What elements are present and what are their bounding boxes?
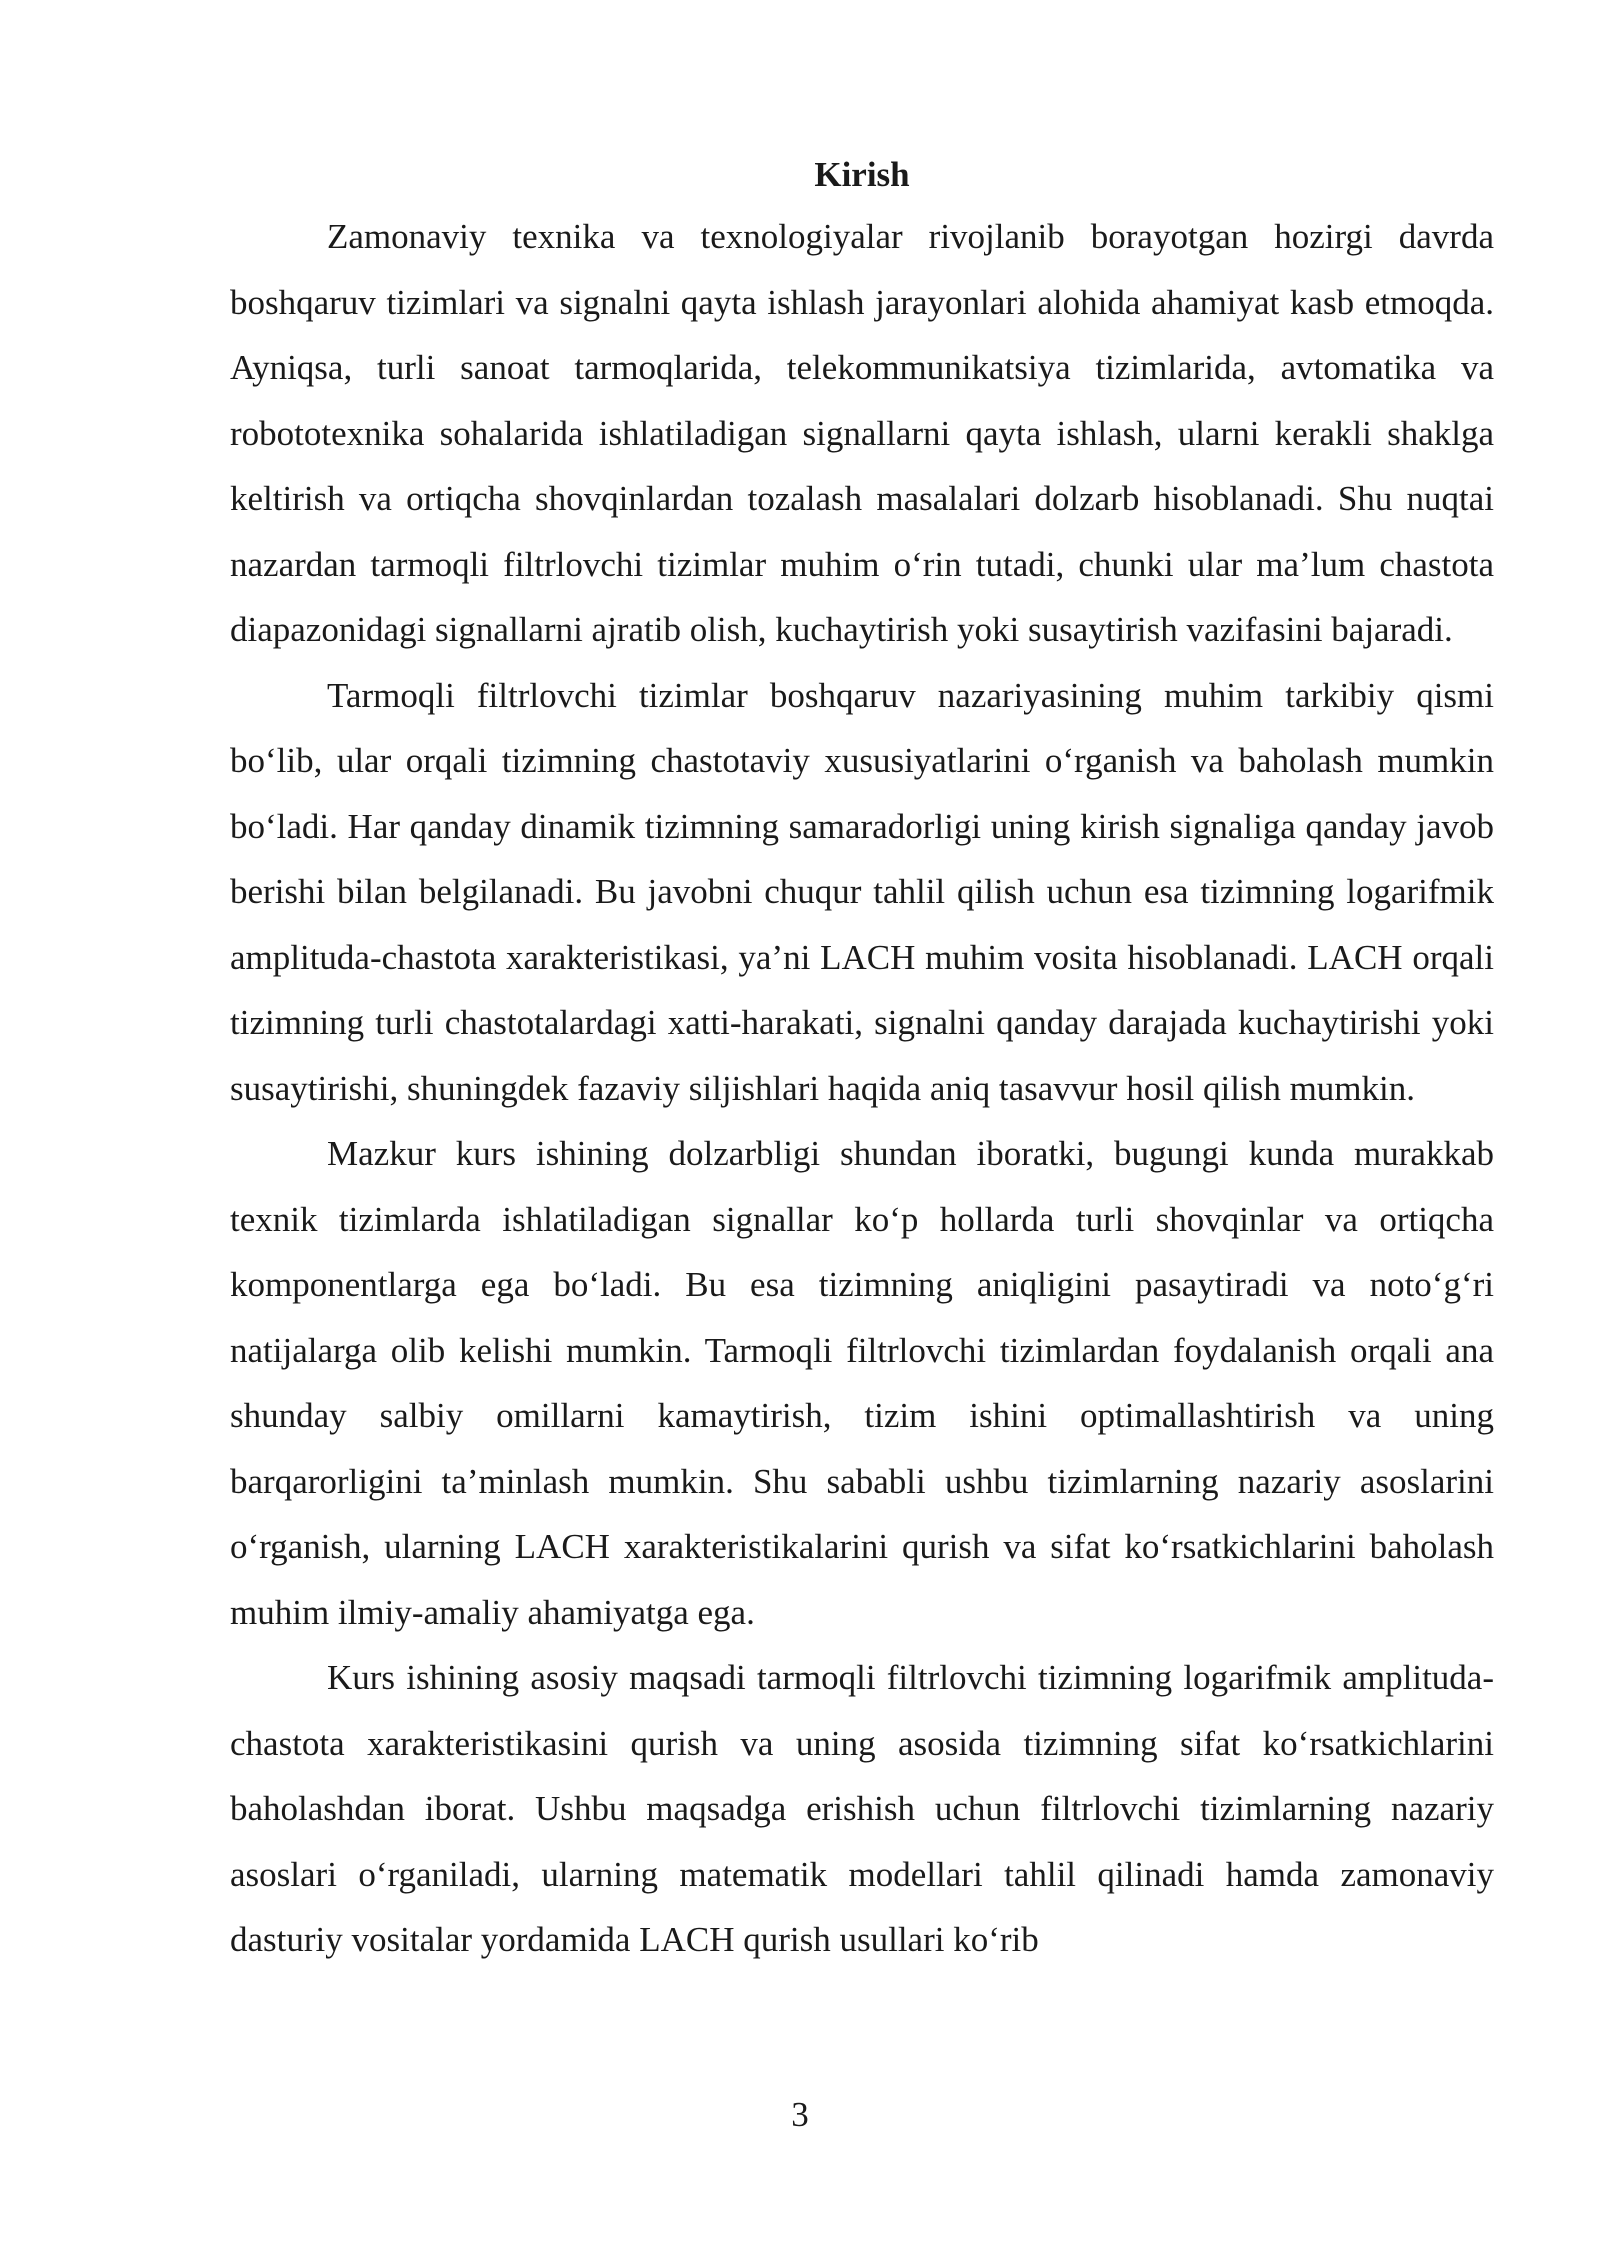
- paragraph-4: Kurs ishining asosiy maqsadi tarmoqli filtrlovchi tizimning logarifmik amplituda-chastota xarakteristikasini qurish va uning asosida tizimning sifat ko‘rsatkichlarini baholashdan iborat. Ushbu maqsadga erishish uchun filtrlovchi tizimlarning nazariy asoslari o‘rganiladi, ularning matematik modellari tahlil qilinadi hamda zamonaviy dasturiy vositalar yordamida LACH qurish usullari ko‘rib: [230, 1658, 1494, 1959]
- page-content: [230, 146, 1494, 1973]
- paragraph-2: Tarmoqli filtrlovchi tizimlar boshqaruv nazariyasining muhim tarkibiy qismi bo‘lib, ular orqali tizimning chastotaviy xususiyatlarini o‘rganish va baholash mumkin bo‘ladi. Har qanday dinamik tizimning samaradorligi uning kirish signaliga qanday javob berishi bilan belgilanadi. Bu javobni chuqur tahlil qilish uchun esa tizimning logarifmik amplituda-chastota xarakteristikasi, ya’ni LACH muhim vosita hisoblanadi. LACH orqali tizimning turli chastotalardagi xatti-harakati, signalni qanday darajada kuchaytirishi yoki susaytirishi, shuningdek fazaviy siljishlari haqida aniq tasavvur hosil qilish mumkin.: [230, 675, 1494, 1108]
- page-number: 3: [791, 2095, 809, 2134]
- paragraph-1: Zamonaviy texnika va texnologiyalar rivojlanib borayotgan hozirgi davrda boshqaruv tizimlari va signalni qayta ishlash jarayonlari alohida ahamiyat kasb etmoqda. Ayniqsa, turli sanoat tarmoqlarida, telekommunikatsiya tizimlarida, avtomatika va robototexnika sohalarida ishlatiladigan signallarni qayta ishlash, ularni kerakli shaklga keltirish va ortiqcha shovqinlardan tozalash masalalari dolzarb hisoblanadi. Shu nuqtai nazardan tarmoqli filtrlovchi tizimlar muhim o‘rin tutadi, chunki ular ma’lum chastota diapazonidagi signallarni ajratib olish, kuchaytirish yoki susaytirish vazifasini bajaradi.: [230, 217, 1494, 649]
- paragraph-3: Mazkur kurs ishining dolzarbligi shundan iboratki, bugungi kunda murakkab texnik tizimlarda ishlatiladigan signallar ko‘p hollarda turli shovqinlar va ortiqcha komponentlarga ega bo‘ladi. Bu esa tizimning aniqligini pasaytiradi va noto‘g‘ri natijalarga olib kelishi mumkin. Tarmoqli filtrlovchi tizimlardan foydalanish orqali ana shunday salbiy omillarni kamaytirish, tizim ishini optimallashtirish va uning barqarorligini ta’minlash mumkin. Shu sababli ushbu tizimlarning nazariy asoslarini o‘rganish, ularning LACH xarakteristikalarini qurish va sifat ko‘rsatkichlarini baholash muhim ilmiy-amaliy ahamiyatga ega.: [230, 1134, 1494, 1632]
- section-title: Kirish: [814, 155, 910, 194]
